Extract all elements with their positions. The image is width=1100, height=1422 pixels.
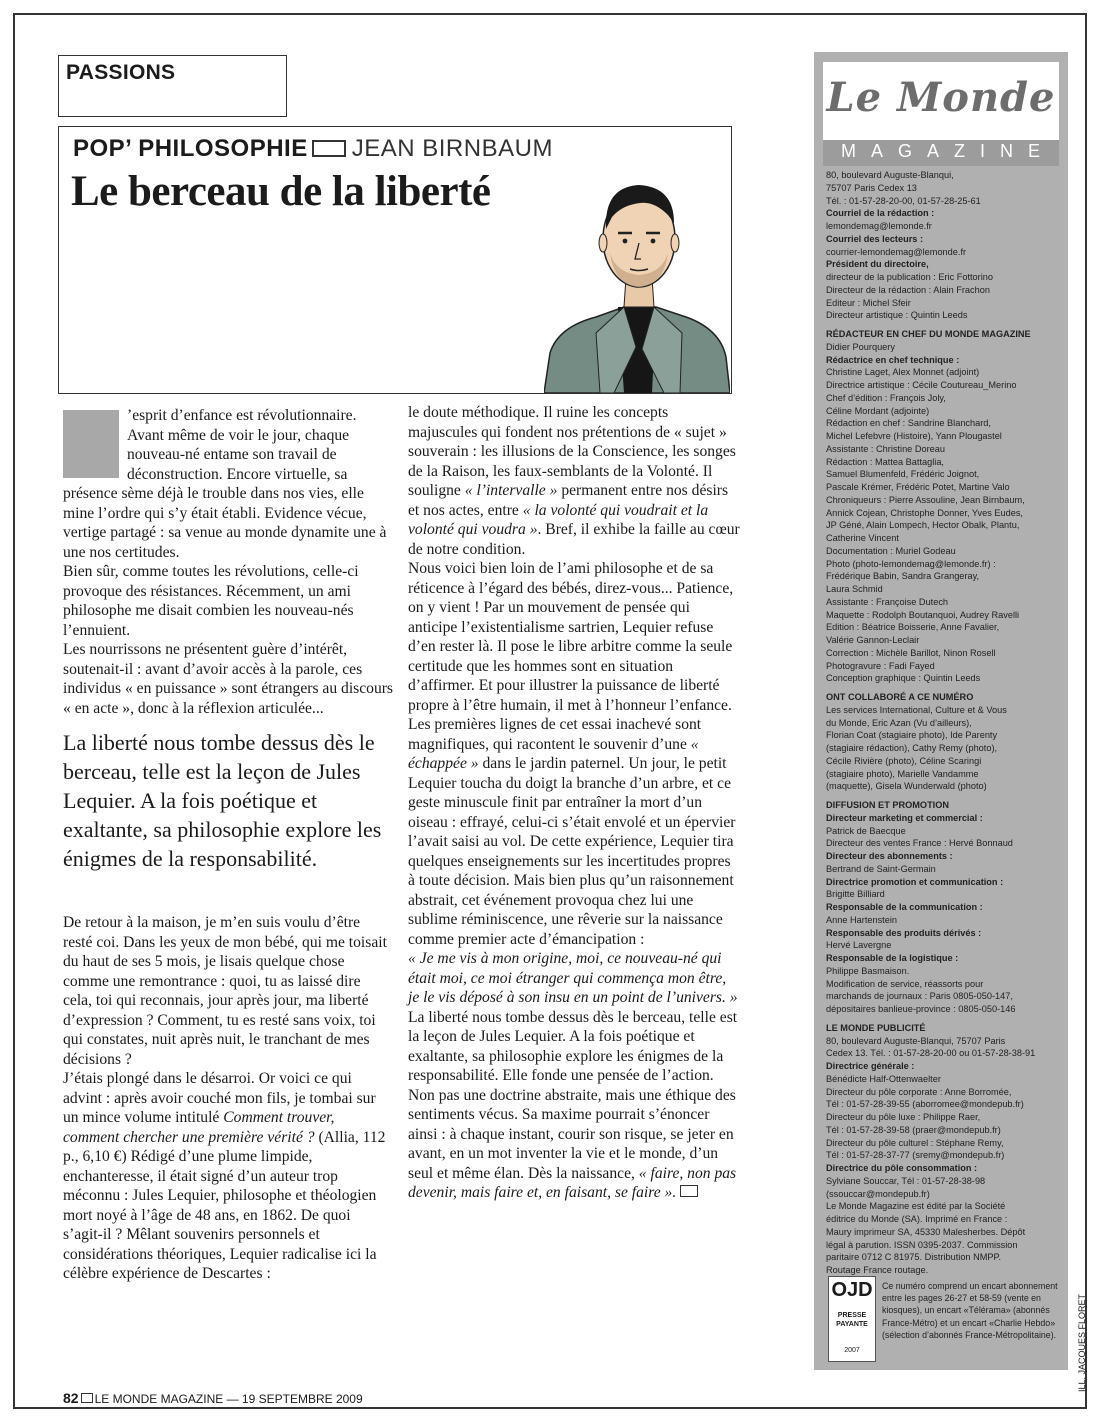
staff-line: Responsable des produits dérivés : (826, 927, 982, 938)
staff-line: Routage France routage. (826, 1265, 929, 1275)
staff-line: Anne Hartenstein (826, 914, 897, 925)
staff-line: Laura Schmid (826, 584, 883, 594)
staff-line: Editeur : Michel Sfeir (826, 297, 911, 308)
staff-line: Directeur marketing et commercial : (826, 812, 983, 823)
staff-line: marchands de journaux : Paris 0805-050-147, (826, 991, 1013, 1002)
staff-line: Président du directoire, (826, 259, 929, 270)
ojd-logo: OJD PRESSE PAYANTE 2007 (828, 1276, 876, 1362)
staff-line: Directrice promotion et communication : (826, 876, 1004, 887)
staff-line: Maury imprimeur SA, 45330 Malesherbes. Dépôt (826, 1226, 1026, 1237)
staff-section-heading: ONT COLLABORÉ A CE NUMÉRO (826, 692, 974, 702)
masthead-title: Le Monde (826, 74, 1056, 121)
masthead-subtitle: MAGAZINE (840, 141, 1055, 161)
section-box (58, 55, 287, 117)
dropcap (63, 410, 119, 478)
staff-line: Bertrand de Saint-Germain (826, 863, 936, 874)
kicker (73, 135, 553, 163)
staff-line: directeur de la publication : Eric Fottorino (826, 272, 993, 282)
staff-line: Frédérique Babin, Sandra Grangeray, (826, 571, 980, 582)
staff-line: Directeur des ventes France : Hervé Bonnaud (826, 838, 1013, 849)
staff-line: Assistante : Françoise Dutech (826, 596, 949, 607)
paragraph: ’esprit d’enfance est révolutionnaire. Avant même de voir le jour, chaque nouveau-né entame son travail de déconstruction. Encore virtuelle, sa présence sème déjà le trouble dans nos vies, elle mine l’ordre qui s’y était établi. Evidence vécue, vertige partagé : sa venue au monde dynamite une à une nos certitudes. (63, 407, 387, 561)
staff-line: 80, boulevard Auguste-Blanqui, 75707 Paris (826, 1035, 1006, 1046)
staff-line: Brigitte Billiard (826, 889, 885, 900)
staff-line: Conception graphique : Quintin Leeds (826, 673, 981, 684)
staff-line: Valérie Gannon-Leclair (826, 635, 920, 645)
paragraph: Nous voici bien loin de l’ami philosophe et de sa réticence à l’égard des bébés, direz-vous... Patience, on y vient ! Par un mouvement de pensée qui anticipe l’existentialisme sartrien, Lequier refuse d’en rester là. Il pose le libre arbitre comme la seule certitude que les hommes sont en situation d’affirmer. Et pour illustrer la puissance de liberté propre à l’être humain, il met à l’honneur l’enfance. (408, 560, 734, 714)
staff-line: Directeur des abonnements : (826, 851, 953, 861)
staff-line: Edition : Béatrice Boisserie, Anne Favalier, (826, 622, 1000, 633)
staff-line: Didier Pourquery (826, 341, 895, 352)
masthead-logo (823, 62, 1059, 166)
paragraph: le doute méthodique. Il ruine les concepts majuscules qui fondent nos prétentions de « sujet » souverain : les illusions de la Conscience, les songes de la Raison, les faux-semblants de la Volonté. Il souligne « l’intervalle » permanent entre nos désirs et nos actes, entre « la volonté qui voudrait et la volonté qui voudra ». Bref, il exhibe la faille au cœur de notre condition. (408, 404, 740, 558)
staff-line: Samuel Blumenfeld, Frédéric Joignot, (826, 469, 980, 480)
staff-line: Courriel de la rédaction : (826, 208, 935, 219)
staff-line: Tél : 01-57-28-39-58 (praer@mondepub.fr) (826, 1124, 1001, 1135)
staff-line: Responsable de la communication : (826, 902, 983, 912)
svg-text:L: L (67, 410, 115, 478)
paragraph: Les premières lignes de cet essai inachevé sont magnifiques, qui racontent le souvenir d’une « échappée » dans le jardin paternel. Un jour, le petit Lequier toucha du doigt la branche d’un arbre, et ce geste minuscule finit par entraîner la mort d’un oiseau : effrayé, celui-ci s’était envolé et un épervier l’avait saisi au vol. De cette expérience, Lequier tira quelques enseignements sur les incertitudes propres à toute décision. Mais bien plus qu’un raisonnement abstrait, cet événement provoqua chez lui une sublime réminiscence, une rêverie sur la naissance comme premier acte d’émancipation : (408, 716, 736, 948)
staff-line: courrier-lemondemag@lemonde.fr (826, 246, 967, 257)
staff-line: (maquette), Gisela Wunderwald (photo) (826, 781, 987, 792)
article-column-1 (63, 406, 393, 1284)
staff-line: Cécile Rivière (photo), Céline Scaringi (826, 755, 982, 766)
staff-list (826, 169, 1062, 1277)
staff-line: Responsable de la logistique : (826, 953, 959, 963)
staff-line: Cedex 13. Tél. : 01-57-28-20-00 ou 01-57-28-38-91 (826, 1048, 1036, 1059)
book-title: Comment trouver, comment chercher une première vérité ? (63, 1109, 335, 1146)
article-column-2 (408, 403, 740, 1203)
staff-line: Bénédicte Half-Ottenwaelter (826, 1073, 941, 1084)
staff-line: Rédaction en chef : Sandrine Blanchard, (826, 418, 991, 429)
staff-line: Correction : Michèle Barillot, Ninon Rosell (826, 647, 996, 658)
paragraph: De retour à la maison, je m’en suis voulu d’être resté coi. Dans les yeux de mon bébé, qui me toisait du haut de ses 5 mois, je lisais quelque chose comme une remontrance : quoi, tu as laissé dire cela, toi qui reconnais, jour après jour, ma liberté d’expression ? Comment, tu es resté sans voix, toi qui constates, nuit après nuit, le tranchant de mes décisions ? (63, 914, 387, 1068)
staff-line: Chroniqueurs : Pierre Assouline, Jean Birnbaum, (826, 494, 1025, 505)
author-illustration (544, 157, 730, 393)
separator-box-icon (81, 1393, 93, 1403)
staff-line: du Monde, Eric Azan (Vu d’ailleurs), (826, 717, 972, 728)
paragraph: Bien sûr, comme toutes les révolutions, celle-ci provoque des résistances. Récemment, un ami philosophe me disait combien les nouveau-nés l’ennuient. (63, 563, 359, 639)
staff-line: Sylviane Souccar, Tél : 01-57-28-38-98 (826, 1175, 986, 1186)
staff-line: Assistante : Christine Doreau (826, 443, 945, 454)
staff-line: Documentation : Muriel Godeau (826, 545, 956, 556)
staff-line: Directeur de la rédaction : Alain Frachon (826, 284, 990, 295)
staff-line: légal à parution. ISSN 0395-2037. Commission (826, 1239, 1018, 1250)
paragraph: La liberté nous tombe dessus dès le berceau, telle est la leçon de Jules Lequier. A la fois poétique et exaltante, sa philosophie explore les énigmes de la responsabilité. Elle fonde une pensée de l’action. Non pas une doctrine abstraite, mais une éthique des sentiments vécus. Sa maxime pourrait s’énoncer ainsi : à chaque instant, courir son risque, se jeter en avant, en un mot inventer la vie et le monde, d’un seul et même élan. Dès la naissance, « faire, non pas devenir, mais faire et, en faisant, se faire ». (408, 1008, 738, 1201)
staff-line: 75707 Paris Cedex 13 (826, 182, 917, 193)
insert-note: Ce numéro comprend un encart abonnement entre les pages 26-27 et 58-59 (vente en kiosques), un encart «Télérama» (abonnés France-Métro) et un encart «Charlie Hebdo» (sélection d’abonnés France-Métropolitaine). (882, 1281, 1058, 1340)
staff-line: JP Géné, Alain Lompech, Hector Obalk, Plantu, (826, 520, 1020, 531)
staff-line: Directrice générale : (826, 1061, 915, 1071)
staff-line: Christine Laget, Alex Monnet (adjoint) (826, 367, 980, 378)
paragraph: Les nourrissons ne présentent guère d’intérêt, soutenait-il : avant d’avoir accès à la parole, ces individus « en puissance » sont étrangers au discours « en acte », donc à la réflexion articulée... (63, 641, 394, 717)
masthead-band (823, 140, 1059, 166)
staff-line: 80, boulevard Auguste-Blanqui, (826, 170, 954, 180)
staff-line: éditrice du Monde (SA). Imprimé en France : (826, 1214, 1008, 1224)
staff-section-heading: RÉDACTEUR EN CHEF DU MONDE MAGAZINE (826, 329, 1031, 339)
masthead-sidebar (814, 52, 1068, 1370)
staff-line: Rédaction : Mattea Battaglia, (826, 456, 944, 467)
staff-line: Directrice du pôle consommation : (826, 1163, 978, 1173)
section-label: PASSIONS (66, 61, 176, 84)
staff-line: Tél : 01-57-28-39-55 (aborromee@mondepub.fr) (826, 1099, 1024, 1110)
article-header (58, 126, 732, 394)
byline: JEAN BIRNBAUM (351, 135, 553, 162)
staff-line: Photo (photo-lemondemag@lemonde.fr) : (826, 558, 996, 569)
staff-line: Chef d’édition : François Joly, (826, 392, 946, 403)
staff-section-heading: LE MONDE PUBLICITÉ (826, 1022, 926, 1033)
staff-line: paritaire 0712 C 81975. Distribution NMPP. (826, 1252, 1001, 1263)
staff-line: Michel Lefebvre (Histoire), Yann Plougastel (826, 431, 1002, 441)
paragraph: J’étais plongé dans le désarroi. Or voici ce qui advint : après avoir couché mon fils, je tombai sur un mince volume intitulé Comment trouver, comment chercher une première vérité ? (Allia, 112 p., 6,10 €) Rédigé d’une plume limpide, enchanteresse, il était signé d’un auteur trop méconnu : Jules Lequier, philosophe et théologien mort noyé à l’âge de 48 ans, en 1862. De quoi s’agit-il ? Mêlant souvenirs personnels et considérations théoriques, Lequier radicalise ici la célèbre expérience de Descartes : (63, 1070, 386, 1282)
end-mark-icon (680, 1185, 698, 1197)
staff-line: Annick Cojean, Christophe Donner, Yves Eudes, (826, 507, 1023, 518)
headline: Le berceau de la liberté (71, 168, 491, 215)
staff-line: Tél : 01-57-28-37-77 (sremy@mondepub.fr) (826, 1150, 1005, 1161)
staff-line: Maquette : Rodolph Boutanquoi, Audrey Ravelli (826, 609, 1020, 620)
staff-line: Hervé Lavergne (826, 940, 892, 951)
staff-line: Rédactrice en chef technique : (826, 354, 960, 365)
staff-line: Directeur du pôle luxe : Philippe Raer, (826, 1112, 981, 1122)
staff-line: (stagiaire rédaction), Cathy Remy (photo), (826, 743, 998, 753)
staff-line: dépositaires banlieue-province : 0805-050-146 (826, 1004, 1016, 1014)
quotation: « Je me vis à mon origine, moi, ce nouveau-né qui était moi, ce moi étranger qui commença mon être, je le vis déposé à son insu en un point de l’univers. » (408, 950, 738, 1006)
staff-line: (stagiaire photo), Marielle Vandamme (826, 768, 979, 779)
staff-line: Philippe Basmaison. (826, 965, 910, 976)
illustration-credit: ILL. JACQUES FLORET (1077, 1293, 1087, 1393)
rubric-name: POP’ PHILOSOPHIE (73, 135, 308, 162)
staff-line: Modification de service, réassorts pour (826, 978, 984, 989)
staff-line: Directeur du pôle culturel : Stéphane Remy, (826, 1137, 1004, 1148)
staff-line: Tél. : 01-57-28-20-00, 01-57-28-25-61 (826, 195, 981, 206)
staff-line: lemondemag@lemonde.fr (826, 221, 932, 231)
page-footer (63, 1390, 363, 1406)
separator-box-icon (312, 140, 346, 157)
staff-line: (ssouccar@mondepub.fr) (826, 1188, 930, 1199)
staff-line: Le Monde Magazine est édité par la Société (826, 1201, 1006, 1212)
staff-line: Catherine Vincent (826, 533, 899, 543)
staff-line: Directeur du pôle corporate : Anne Borromée, (826, 1086, 1012, 1097)
staff-line: Directeur artistique : Quintin Leeds (826, 310, 968, 321)
page-number: 82 (63, 1390, 79, 1406)
staff-line: Patrick de Baecque (826, 825, 906, 836)
staff-line: Courriel des lecteurs : (826, 233, 924, 244)
pull-quote: La liberté nous tombe dessus dès le berceau, telle est la leçon de Jules Lequier. A la fois poétique et exaltante, sa philosophie explore les énigmes de la responsabilité. (63, 730, 382, 871)
staff-line: Les services International, Culture et & Vous (826, 704, 1007, 715)
staff-line: Photogravure : Fadi Fayed (826, 660, 935, 671)
staff-section-heading: DIFFUSION ET PROMOTION (826, 800, 950, 810)
staff-line: Céline Mordant (adjointe) (826, 405, 930, 416)
staff-line: Florian Coat (stagiaire photo), Ide Parenty (826, 730, 998, 741)
staff-line: Directrice artistique : Cécile Coutureau_Merino (826, 380, 1017, 390)
staff-line: Pascale Krémer, Frédéric Potet, Martine Valo (826, 482, 1010, 492)
footer-text: LE MONDE MAGAZINE — 19 SEPTEMBRE 2009 (94, 1392, 363, 1406)
